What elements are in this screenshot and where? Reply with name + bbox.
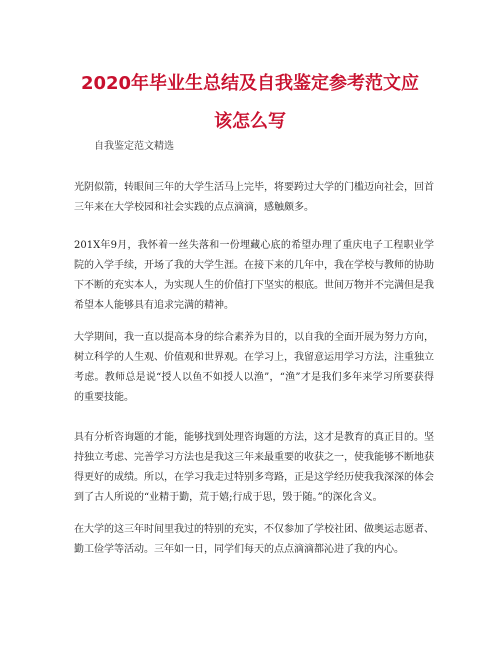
document-title-line-2: 该怎么写	[214, 111, 286, 132]
paragraph-4: 具有分析咨询题的才能，能够找到处理咨询题的方法，这才是教育的真正目的。坚持独立考虑、完善学习方法也是我这三年来最重要的收获之一，使我能够不断地获得更好的成绩。所以，在学习我走过特别多弯路，正是这学经历使我我深深的体会到了古人所说的“业精于勤，荒于嬉;行成于思，毁于随。”的深化含义。	[74, 432, 434, 503]
document-title-line-1: 2020年毕业生总结及自我鉴定参考范文应	[80, 73, 420, 94]
paragraph-3: 大学期间，我一直以提高本身的综合素养为目的，以自我的全面开展为努力方向，树立科学的人生观、价值观和世界观。在学习上，我留意运用学习方法，注重独立考虑。教师总是说“授人以鱼不如授人以渔”，“渔”才是我们多年来学习所要获得的重要技能。	[74, 332, 434, 403]
document-subtitle: 自我鉴定范文精选	[94, 141, 174, 152]
paragraph-5: 在大学的这三年时间里我过的特别的充实，不仅参加了学校社团、做奥运志愿者、勤工俭学等活动。三年如一日，同学们每天的点点滴滴都沁进了我的内心。	[74, 524, 434, 555]
paragraph-2: 201X年9月，我怀着一丝失落和一份埋藏心底的希望办理了重庆电子工程职业学院的入学手续，开场了我的大学生涯。在接下来的几年中，我在学校与教师的协助下不断的充实本人，为实现人生的价值打下坚实的根底。世间万物并不完满但是我希望本人能够具有追求完满的精神。	[74, 240, 434, 311]
paragraph-1: 光阴似箭，转眼间三年的大学生活马上完毕，将要跨过大学的门槛迈向社会，回首三年来在大学校园和社会实践的点点滴滴，感触颇多。	[74, 182, 434, 213]
